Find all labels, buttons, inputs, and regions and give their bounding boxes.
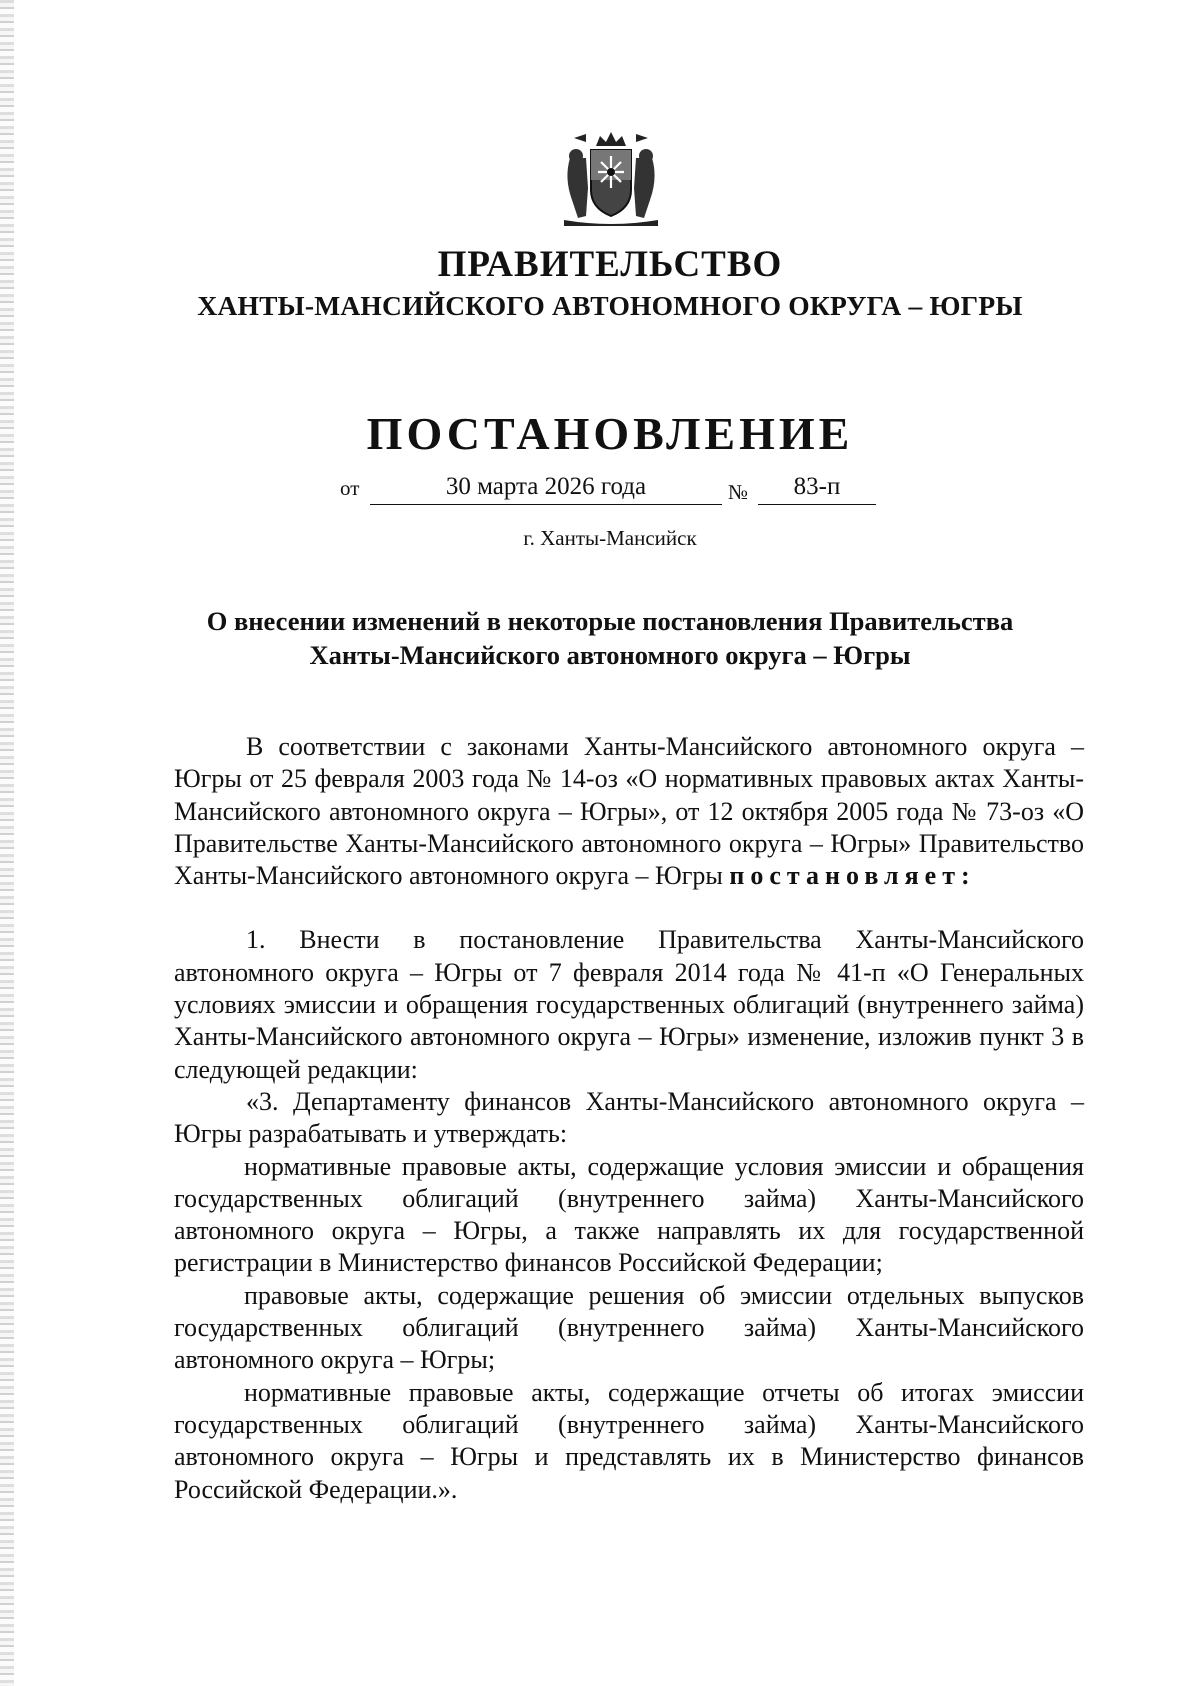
document-title [160, 604, 1060, 672]
subitem-2-paragraph: правовые акты, содержащие решения об эмиссии отдельных выпусков государственных облигаций (внутреннего займа) Ханты-Мансийского автономного округа – Югры; [174, 1280, 1084, 1375]
document-meta [0, 470, 1200, 510]
preamble-text: В соответствии с законами Ханты-Мансийского автономного округа – Югры от 25 февраля 2003 года № 14-оз «О нормативных правовых актах Ханты-Мансийского автономного округа – Югры», от 12 октября 2005 года № 73-оз «О Правительстве Ханты-Мансийского автономного округа – Югры» Правительство Ханты-Мансийского автономного округа – Югры [174, 732, 1084, 891]
item-1-paragraph: 1. Внести в постановление Правительства Ханты-Мансийского автономного округа – Югры от 7 февраля 2014 года № 41-п «О Генеральных условиях эмиссии и обращения государственных облигаций (внутреннего займа) Ханты-Мансийского автономного округа – Югры» изменение, изложив пункт 3 в следующей редакции: [174, 925, 1084, 1084]
region-title: ХАНТЫ-МАНСИЙСКОГО АВТОНОМНОГО ОКРУГА – ЮГРЫ [197, 290, 1023, 321]
document-title-line-1: О внесении изменений в некоторые постановления Правительства [206, 606, 1014, 636]
coat-of-arms-emblem [556, 128, 666, 228]
date-label: от [340, 476, 360, 500]
item-1-quote-paragraph: «3. Департаменту финансов Ханты-Мансийского автономного округа – Югры разрабатывать и утверждать: [174, 1086, 1084, 1149]
place-of-issue: г. Ханты-Мансийск [523, 526, 697, 550]
document-date: 30 марта 2026 года [370, 470, 722, 505]
document-number: 83-п [758, 470, 876, 505]
document-type: ПОСТАНОВЛЕНИЕ [366, 408, 854, 459]
decree-word: постановляет: [729, 861, 976, 891]
number-label: № [728, 480, 749, 504]
government-title: ПРАВИТЕЛЬСТВО [437, 244, 783, 285]
document-body [174, 731, 1084, 1506]
subitem-1-paragraph: нормативные правовые акты, содержащие условия эмиссии и обращения государственных облигаций (внутреннего займа) Ханты-Мансийского автономного округа – Югры, а также направлять их для государственной регистрации в Министерство финансов Российской Федерации; [174, 1151, 1084, 1278]
subitem-3-paragraph: нормативные правовые акты, содержащие отчеты об итогах эмиссии государственных облигаций (внутреннего займа) Ханты-Мансийского автономного округа – Югры и представлять их в Министерство финансов Российской Федерации.». [174, 1377, 1084, 1504]
preamble-paragraph [174, 731, 1084, 892]
document-title-line-2: Ханты-Мансийского автономного округа – Югры [309, 640, 911, 670]
